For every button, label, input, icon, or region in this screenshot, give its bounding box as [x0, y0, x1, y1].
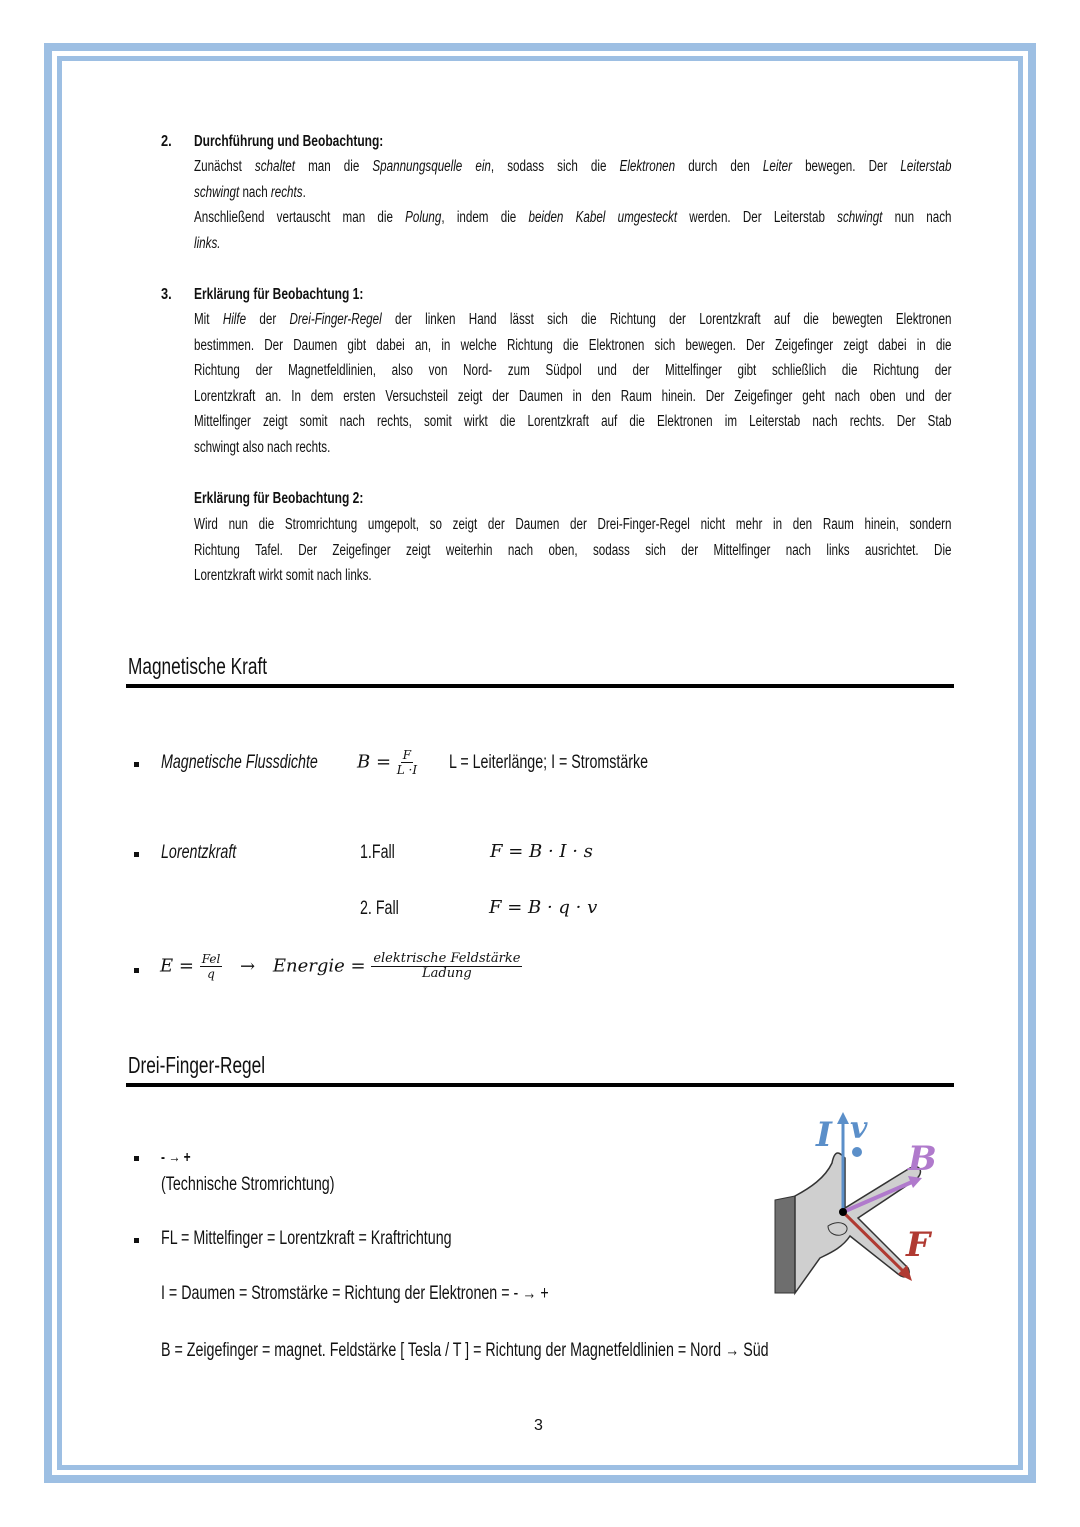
fraction	[371, 952, 522, 981]
emphasis-text: Elektronen	[619, 158, 676, 175]
text: werden. Der Leiterstab	[677, 209, 838, 226]
electron-icon	[852, 1147, 862, 1157]
bullet	[134, 1156, 139, 1161]
emphasis-text: Leiter	[762, 158, 792, 175]
text: nach	[239, 183, 271, 201]
paragraph-line	[194, 438, 952, 458]
emphasis-text: Drei-Finger-Regel	[289, 311, 382, 328]
paragraph-line	[194, 412, 952, 432]
heading-magnetische-kraft: Magnetische Kraft	[128, 653, 268, 679]
paragraph-line	[194, 234, 952, 254]
paragraph-line	[194, 515, 952, 535]
text: der	[246, 311, 290, 328]
emphasis-text: Leiterstab	[900, 158, 952, 175]
label-v: v	[850, 1111, 868, 1146]
arrowhead	[837, 1112, 849, 1124]
field-arrow	[843, 1182, 912, 1212]
numerator: Fel	[201, 952, 221, 966]
heading-rule	[126, 684, 954, 688]
force-arrow	[843, 1212, 905, 1273]
formula-case-2: F = B · q · v	[489, 897, 598, 918]
numerator: F	[402, 748, 412, 762]
text: man die	[294, 158, 373, 175]
lorentz-label: Lorentzkraft	[161, 842, 237, 863]
emphasis-text: beiden Kabel umgesteckt	[528, 209, 678, 226]
heading-drei-finger-regel: Drei-Finger-Regel	[128, 1052, 266, 1078]
three-finger-hand-illustration	[770, 1108, 950, 1298]
arrow-icon: →	[240, 955, 256, 977]
case-1-label: 1.Fall	[360, 842, 395, 863]
section-number: 2.	[161, 133, 172, 150]
current-direction-note: (Technische Stromrichtung)	[161, 1174, 335, 1195]
text: Zunächst	[194, 158, 255, 175]
bullet	[134, 968, 139, 973]
paragraph-line	[194, 541, 952, 561]
text: Mit	[194, 311, 223, 328]
fraction	[397, 748, 417, 777]
page-number: 3	[534, 1417, 543, 1434]
energy-lhs: Energie =	[272, 955, 366, 977]
bullet	[134, 852, 139, 857]
label-B: B	[908, 1139, 937, 1179]
field-formula	[160, 952, 522, 981]
paragraph-line	[194, 157, 952, 177]
flux-lhs: B =	[357, 751, 392, 773]
emphasis-text: Hilfe	[222, 311, 247, 328]
denominator: Ladung	[421, 966, 472, 981]
denominator: L ·I	[396, 763, 418, 777]
text: nun nach	[882, 209, 952, 226]
origin-point	[839, 1208, 847, 1216]
fraction	[200, 952, 223, 981]
emphasis-text: schaltet	[254, 158, 295, 175]
emphasis-text: Polung	[405, 209, 442, 226]
text: schwingt also nach rechts.	[194, 438, 331, 456]
denominator: q	[207, 967, 215, 981]
text: bewegen. Der	[791, 158, 901, 175]
rule-item-thumb: I = Daumen = Stromstärke = Richtung der Elektronen = - → +	[161, 1283, 549, 1304]
emphasis-text: Spannungsquelle ein	[372, 158, 491, 175]
flux-note: L = Leiterlänge; I = Stromstärke	[449, 752, 649, 773]
text: Mittelfinger zeigt somit nach rechts, somit wirkt die Lorentzkraft auf die Elektronen im Leiterstab nach rechts. Der Stab	[194, 413, 952, 430]
heading-rule	[126, 1083, 954, 1087]
flux-formula	[357, 748, 417, 777]
paragraph-line	[194, 310, 952, 330]
text: Richtung der Magnetfeldlinien, also von Nord- zum Südpol und der Mittelfinger gibt schließlich die Richtung der	[194, 362, 952, 379]
text: Anschließend vertauscht man die	[194, 209, 406, 226]
text: Lorentzkraft an. In dem ersten Versuchsteil zeigt der Daumen in den Raum hinein. Der Zeigefinger geht nach oben und der	[194, 387, 952, 405]
subsection-title: Erklärung für Beobachtung 2:	[194, 490, 364, 507]
section-title: Durchführung und Beobachtung:	[194, 133, 384, 150]
paragraph-line	[194, 336, 952, 356]
emphasis-text: schwingt	[194, 183, 240, 201]
text: .	[302, 183, 306, 201]
text: bestimmen. Der Daumen gibt dabei an, in welche Richtung die Elektronen sich bewegen. Der Zeigefinger zeigt dabei in die	[194, 336, 952, 354]
paragraph-line	[194, 361, 952, 381]
rule-item-index: B = Zeigefinger = magnet. Feldstärke [ Tesla / T ] = Richtung der Magnetfeldlinien = Nord → Süd	[161, 1340, 769, 1361]
emphasis-text: schwingt	[837, 209, 883, 226]
text: durch den	[675, 158, 763, 175]
text: der linken Hand lässt sich die Richtung der Lorentzkraft auf die bewegten Elektronen	[381, 311, 952, 328]
sleeve	[775, 1196, 795, 1293]
text: , sodass sich die	[490, 158, 620, 175]
bullet	[134, 762, 139, 767]
flux-label: Magnetische Flussdichte	[161, 752, 318, 773]
text: Lorentzkraft wirkt somit nach links.	[194, 567, 372, 584]
paragraph-line	[194, 183, 952, 203]
bullet	[134, 1238, 139, 1243]
paragraph-line	[194, 208, 952, 228]
label-F: F	[906, 1225, 931, 1265]
paragraph-line	[194, 566, 952, 586]
text: Wird nun die Stromrichtung umgepolt, so zeigt der Daumen der Drei-Finger-Regel nicht mehr in den Raum hinein, sondern	[194, 516, 952, 533]
text: Richtung Tafel. Der Zeigefinger zeigt weiterhin nach oben, sodass sich der Mittelfinger nach links ausrichtet. Die	[194, 541, 952, 559]
section-title: Erklärung für Beobachtung 1:	[194, 286, 364, 303]
formula-case-1: F = B · I · s	[490, 841, 593, 862]
paragraph-line	[194, 387, 952, 407]
current-direction: - → +	[161, 1149, 191, 1166]
emphasis-text: rechts	[270, 183, 303, 201]
case-2-label: 2. Fall	[360, 898, 399, 919]
text: , indem die	[441, 209, 529, 226]
emphasis-text: links.	[194, 234, 221, 252]
numerator: elektrische Feldstärke	[373, 951, 521, 966]
section-number: 3.	[161, 286, 172, 303]
label-I: I	[816, 1115, 832, 1155]
rule-item-force: FL = Mittelfinger = Lorentzkraft = Kraftrichtung	[161, 1228, 452, 1249]
e-lhs: E =	[160, 955, 194, 977]
